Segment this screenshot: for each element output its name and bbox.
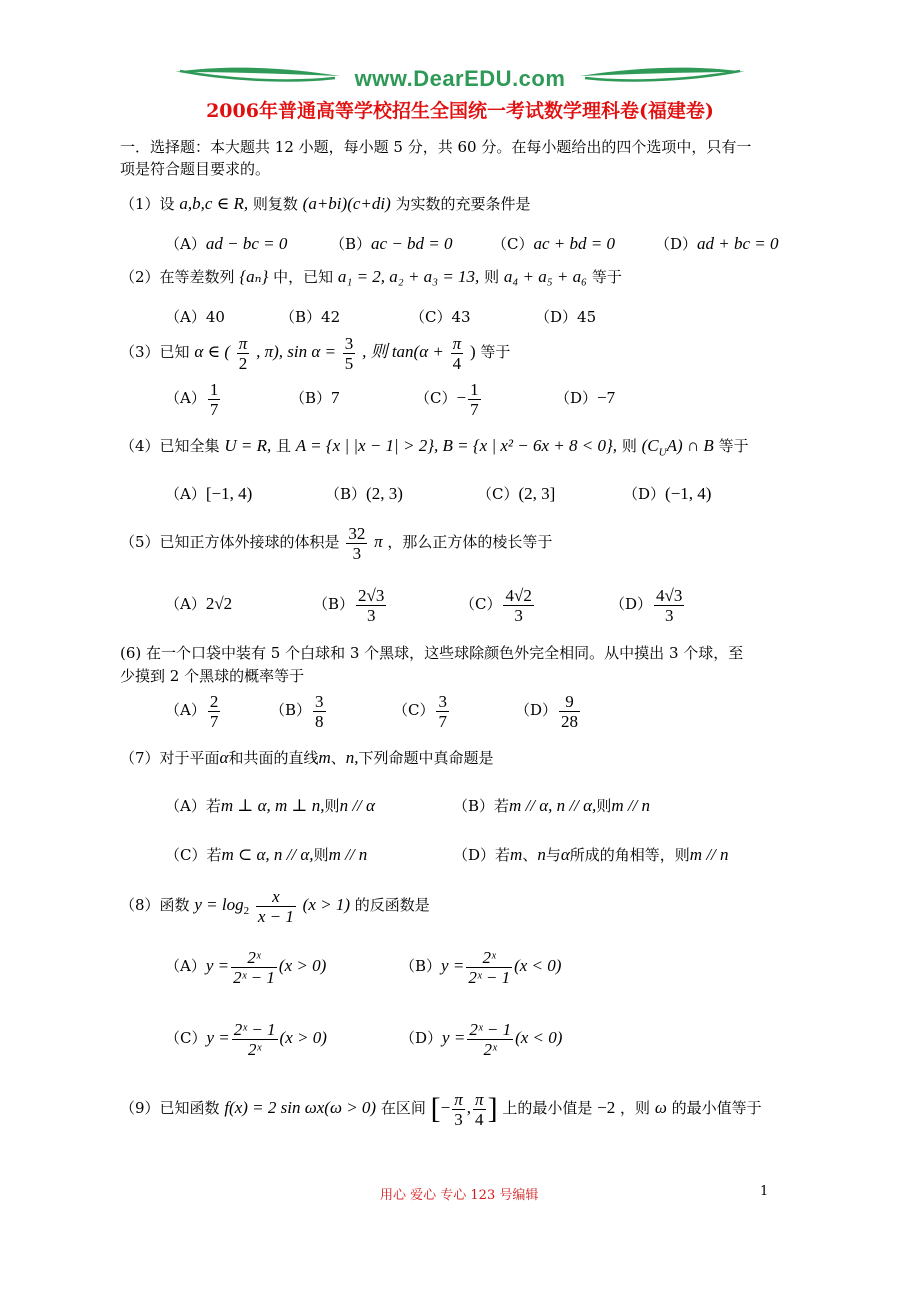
q4-option-b[interactable]: （B）(2, 3) bbox=[325, 484, 403, 503]
q7-option-c[interactable]: （C）若m ⊂ α, n // α,则m // n bbox=[165, 845, 368, 864]
q3-option-b[interactable]: （B）7 bbox=[290, 388, 340, 407]
q5-tail: ，那么正方体的棱长等于 bbox=[387, 533, 553, 551]
q4-universe: U = R, bbox=[224, 436, 272, 455]
q4-ze: 则 bbox=[621, 437, 637, 455]
q3-close: ) bbox=[469, 342, 476, 361]
q4-expr: $(C_UA)$ ∩ B bbox=[641, 436, 714, 459]
q4-sets: A = {x | |x − 1| > 2}, B = {x | x² − 6x + 8 < 0}, bbox=[295, 436, 618, 455]
q3-option-a[interactable]: （A） $\frac{1}{7}$ bbox=[165, 379, 219, 419]
site-url[interactable]: www.DearEDU.com bbox=[354, 66, 566, 91]
q2-expr: a₄ + a₅ + a₆ bbox=[503, 267, 588, 286]
q6-option-b[interactable]: （B） $\frac{3}{8}$ bbox=[270, 691, 324, 731]
q2-mid: 中，已知 bbox=[273, 268, 334, 286]
question-1 bbox=[120, 193, 531, 215]
q5-option-d[interactable]: （D） $\frac{4√3}{3}$ bbox=[610, 585, 683, 625]
q3-frac-pi-2: $\frac{\pi}{2}$ bbox=[238, 333, 248, 373]
q1-vars: a,b,c ∈ R, bbox=[179, 194, 249, 213]
q5-option-c[interactable]: （C） $\frac{4√2}{3}$ bbox=[460, 585, 532, 625]
q5-pi: π bbox=[374, 532, 383, 551]
q5-option-a[interactable]: （A）2√2 bbox=[165, 594, 233, 613]
question-5 bbox=[120, 520, 552, 564]
question-6-line2: 少摸到 2 个黑球的概率等于 bbox=[120, 667, 305, 685]
q6-option-a[interactable]: （A） $\frac{2}{7}$ bbox=[165, 691, 219, 731]
q3-option-c[interactable]: （C）− $\frac{1}{7}$ bbox=[415, 379, 479, 419]
q3-tan: , 则 tan(α + bbox=[362, 342, 444, 361]
question-8: （8）函数 $y = \log_2$ $\frac{x}{x - 1}$ (x > 1) 的反函数是 bbox=[120, 886, 430, 926]
footer-text: 用心 爱心 专心 123 号编辑 bbox=[380, 1188, 539, 1203]
question-2 bbox=[120, 266, 622, 288]
q5-option-b[interactable]: （B） $\frac{2√3}{3}$ bbox=[313, 585, 385, 625]
q4-stem: （4）已知全集 bbox=[120, 437, 220, 455]
q3-sin: , π), sin α = bbox=[256, 342, 337, 361]
q4-option-c[interactable]: （C）(2, 3] bbox=[477, 484, 556, 503]
q1-mid: 则复数 bbox=[252, 195, 298, 213]
site-header bbox=[0, 58, 920, 98]
q2-tail: 等于 bbox=[591, 268, 622, 286]
q3-option-d[interactable]: （D）−7 bbox=[555, 388, 616, 407]
q1-stem: （1）设 bbox=[120, 195, 175, 213]
q4-tail: 等于 bbox=[718, 437, 749, 455]
q5-frac: $\frac{32}{3}$ bbox=[348, 523, 366, 563]
q2-option-d[interactable]: （D）45 bbox=[535, 308, 597, 326]
q6-option-c[interactable]: （C） $\frac{3}{7}$ bbox=[393, 691, 447, 731]
question-3 bbox=[120, 330, 510, 374]
q1-option-b[interactable]: （B）ac − bd = 0 bbox=[330, 234, 453, 253]
page-number: 1 bbox=[760, 1184, 769, 1199]
question-7: （7）对于平面α和共面的直线m、n,下列命题中真命题是 bbox=[120, 748, 494, 767]
q2-option-a[interactable]: （A）40 bbox=[165, 308, 225, 326]
q1-option-a[interactable]: （A）ad − bc = 0 bbox=[165, 234, 288, 253]
q3-frac-pi-4: $\frac{\pi}{4}$ bbox=[452, 333, 462, 373]
q1-option-c[interactable]: （C）ac + bd = 0 bbox=[492, 234, 615, 253]
question-6-line1: (6) 在一个口袋中装有 5 个白球和 3 个黑球，这些球除颜色外完全相同。从中摸出 3 个球，至 bbox=[120, 644, 744, 662]
q3-tail: 等于 bbox=[480, 343, 511, 361]
section-intro-line1: 一．选择题：本大题共 12 小题，每小题 5 分，共 60 分。在每小题给出的四个选项中，只有一 bbox=[120, 138, 752, 156]
q8-option-d[interactable]: （D）y = $\frac{\text{2ˣ − 1}}{\text{2ˣ}}$ (x < 0) bbox=[400, 1019, 563, 1059]
q4-option-a[interactable]: （A）[−1, 4) bbox=[165, 484, 253, 503]
q2-cond: a₁ = 2, a₂ + a₃ = 13, bbox=[337, 267, 480, 286]
question-9: （9）已知函数 f(x) = 2 sin ωx(ω > 0) 在区间 [− $\frac{\pi}{3}$ , $\frac{\pi}{4}$ ] 上的最小值是 −2 ，则 ω 的最小值等于 bbox=[120, 1089, 762, 1129]
q4-option-d[interactable]: （D）(−1, 4) bbox=[623, 484, 712, 503]
q2-stem: （2）在等差数列 bbox=[120, 268, 235, 286]
q8-option-b[interactable]: （B）y = $\frac{\text{2ˣ}}{\text{2ˣ − 1}}$ (x < 0) bbox=[400, 947, 562, 987]
q2-option-b[interactable]: （B）42 bbox=[280, 308, 341, 326]
q7-option-a[interactable]: （A）若m ⊥ α, m ⊥ n,则n // α bbox=[165, 796, 375, 815]
q3-alpha-in: α ∈ ( bbox=[194, 342, 230, 361]
q8-option-a[interactable]: （A）y = $\frac{\text{2ˣ}}{\text{2ˣ − 1}}$ (x > 0) bbox=[165, 947, 327, 987]
q4-mid: 且 bbox=[276, 437, 292, 455]
q7-option-d[interactable]: （D）若m、n与α所成的角相等，则m // n bbox=[453, 845, 729, 864]
q1-option-d[interactable]: （D）ad + bc = 0 bbox=[655, 234, 779, 253]
q7-option-b[interactable]: （B）若m // α, n // α,则m // n bbox=[453, 796, 651, 815]
q3-frac-3-5: $\frac{3}{5}$ bbox=[344, 333, 354, 373]
q8-option-c[interactable]: （C）y = $\frac{\text{2ˣ − 1}}{\text{2ˣ}}$ (x > 0) bbox=[165, 1019, 327, 1059]
q6-option-d[interactable]: （D） $\frac{9}{28}$ bbox=[515, 691, 579, 731]
q3-stem: （3）已知 bbox=[120, 343, 190, 361]
q2-ze: 则 bbox=[484, 268, 500, 286]
q2-seq: {aₙ} bbox=[239, 267, 269, 286]
q5-stem: （5）已知正方体外接球的体积是 bbox=[120, 533, 340, 551]
question-4 bbox=[120, 435, 749, 463]
q2-option-c[interactable]: （C）43 bbox=[410, 308, 471, 326]
section-intro-line2: 项是符合题目要求的。 bbox=[120, 160, 271, 178]
exam-title: 2006年普通高等学校招生全国统一考试数学理科卷(福建卷) bbox=[206, 100, 714, 122]
q1-tail: 为实数的充要条件是 bbox=[395, 195, 531, 213]
q1-expr: (a+bi)(c+di) bbox=[302, 194, 391, 213]
